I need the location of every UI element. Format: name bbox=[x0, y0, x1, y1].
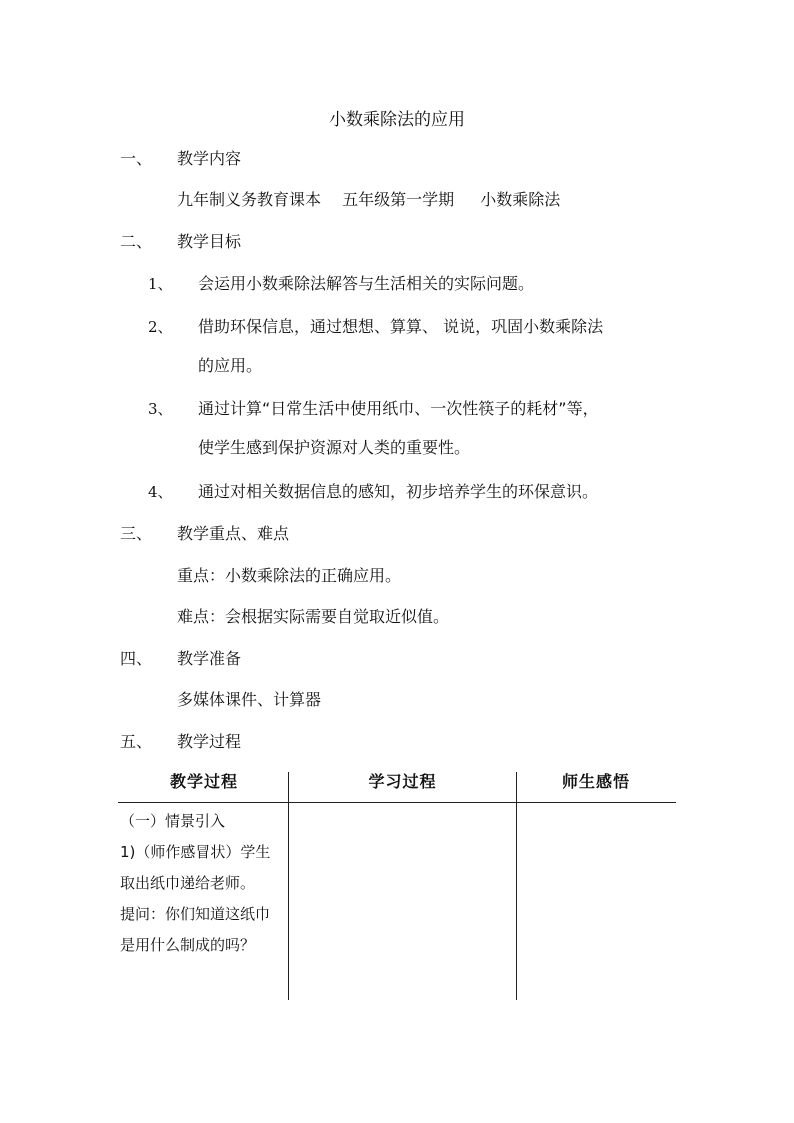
table-header-learning: 学习过程 bbox=[368, 772, 437, 791]
section-title: 教学过程 bbox=[177, 732, 242, 751]
section-number: 三、 bbox=[120, 524, 153, 543]
section-number: 四、 bbox=[120, 649, 153, 668]
cell-line: 是用什么制成的吗？ bbox=[120, 936, 256, 954]
section-title: 教学准备 bbox=[177, 649, 242, 668]
objective-text: 会运用小数乘除法解答与生活相关的实际问题。 bbox=[198, 274, 535, 293]
table-column-divider bbox=[516, 772, 517, 1000]
preparation-text: 多媒体课件、计算器 bbox=[177, 690, 322, 709]
table-header-reflection: 师生感悟 bbox=[561, 772, 630, 791]
objective-number: 4、 bbox=[148, 483, 173, 501]
content-line: 九年制义务教育课本 五年级第一学期 小数乘除法 bbox=[177, 190, 561, 209]
section-title: 教学内容 bbox=[177, 149, 242, 168]
objective-text: 通过对相关数据信息的感知，初步培养学生的环保意识。 bbox=[198, 482, 599, 501]
cell-line: 1)（师作感冒状）学生 bbox=[120, 843, 271, 861]
table-header-rule bbox=[118, 802, 676, 803]
table-cell-teaching bbox=[120, 806, 288, 961]
objective-number: 1、 bbox=[148, 275, 173, 293]
section-number: 二、 bbox=[120, 232, 153, 251]
objective-text: 通过计算“日常生活中使用纸巾、一次性筷子的耗材”等， bbox=[198, 399, 599, 418]
objective-text: 借助环保信息，通过想想、算算、 说说，巩固小数乘除法 bbox=[198, 317, 604, 336]
objective-number: 2、 bbox=[148, 318, 173, 336]
table-header-teaching: 教学过程 bbox=[169, 772, 238, 791]
objective-text-continued: 使学生感到保护资源对人类的重要性。 bbox=[198, 438, 471, 457]
section-title: 教学重点、难点 bbox=[177, 524, 290, 543]
key-point-difficulty: 难点：会根据实际需要自觉取近似值。 bbox=[177, 607, 450, 626]
cell-line: （一）情景引入 bbox=[120, 812, 226, 830]
objective-number: 3、 bbox=[148, 400, 173, 418]
section-number: 五、 bbox=[120, 732, 153, 751]
objective-text-continued: 的应用。 bbox=[198, 356, 263, 375]
cell-line: 取出纸巾递给老师。 bbox=[120, 874, 256, 892]
section-number: 一、 bbox=[120, 149, 153, 168]
section-title: 教学目标 bbox=[177, 232, 242, 251]
document-title: 小数乘除法的应用 bbox=[329, 110, 465, 130]
table-column-divider bbox=[288, 772, 289, 1000]
cell-line: 提问：你们知道这纸巾 bbox=[120, 905, 271, 923]
key-point-focus: 重点：小数乘除法的正确应用。 bbox=[177, 566, 402, 585]
